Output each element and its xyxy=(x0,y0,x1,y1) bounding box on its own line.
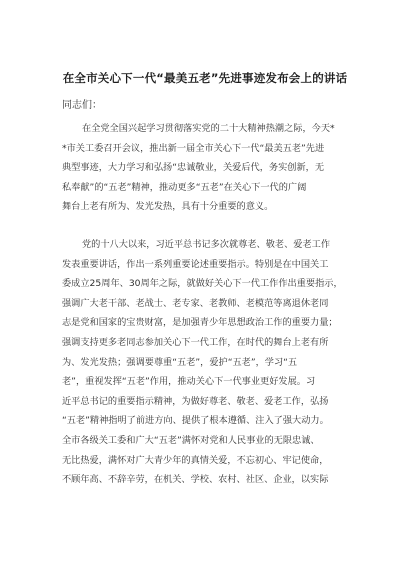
text-line: 强调支持更多老同志参加关心下一代工作，在时代的舞台上老有所 xyxy=(62,336,329,348)
document-title: 在全市关心下一代“最美五老”先进事迹发布会上的讲话 xyxy=(62,71,348,85)
text-line: “五老”精神指明了前进方向、提供了根本遵循、注入了强大动力。 xyxy=(62,415,329,427)
text-line: 委成立25周年、30周年之际，就做好关心下一代工作作出重要指示， xyxy=(62,278,343,290)
text-line: 党的十八大以来，习近平总书记多次就尊老、敬老、爱老工作 xyxy=(82,239,331,250)
text-line: 私奉献”的“五老”精神，推动更多“五老”在关心下一代的广阔 xyxy=(62,181,307,193)
text-line: 发表重要讲话，作出一系列重要论述重要指示。特别是在中国关工 xyxy=(62,258,329,270)
text-line: *市关工委召开会议，推出新一届全市关心下一代“最美五老”先进 xyxy=(62,142,325,154)
paragraph-2 xyxy=(62,235,358,490)
text-line: 无比热爱，满怀对广大青少年的真情关爱，不忘初心、牢记使命， xyxy=(62,454,329,466)
text-line: 全市各级关工委和广大“五老”满怀对党和人民事业的无限忠诚、 xyxy=(62,434,320,446)
text-line: 志是党和国家的宝贵财富，是加强青少年思想政治工作的重要力量； xyxy=(62,317,338,329)
text-line: 舞台上老有所为、发光发热，具有十分重要的意义。 xyxy=(62,201,274,213)
text-line: 强调广大老干部、老战士、老专家、老教师、老模范等离退休老同 xyxy=(62,297,329,309)
text-line: 为、发光发热；强调要尊重“五老”，爱护“五老”，学习“五 xyxy=(62,356,298,368)
text-line: 近平总书记的重要指示精神，为做好尊老、敬老、爱老工作，弘扬 xyxy=(62,395,329,407)
text-line: 不顾年高、不辞辛劳，在机关、学校、农村、社区、企业，以实际 xyxy=(62,474,329,486)
salutation: 同志们： xyxy=(62,100,102,111)
text-line: 在全党全国兴起学习贯彻落实党的二十大精神热潮之际，今天* xyxy=(82,123,335,134)
text-line: 典型事迹，大力学习和弘扬“忠诚敬业，关爱后代，务实创新，无 xyxy=(62,162,325,174)
text-line: 老”，重视发挥“五老”作用，推动关心下一代事业更好发展。习 xyxy=(62,376,316,388)
paragraph-1 xyxy=(62,119,358,217)
